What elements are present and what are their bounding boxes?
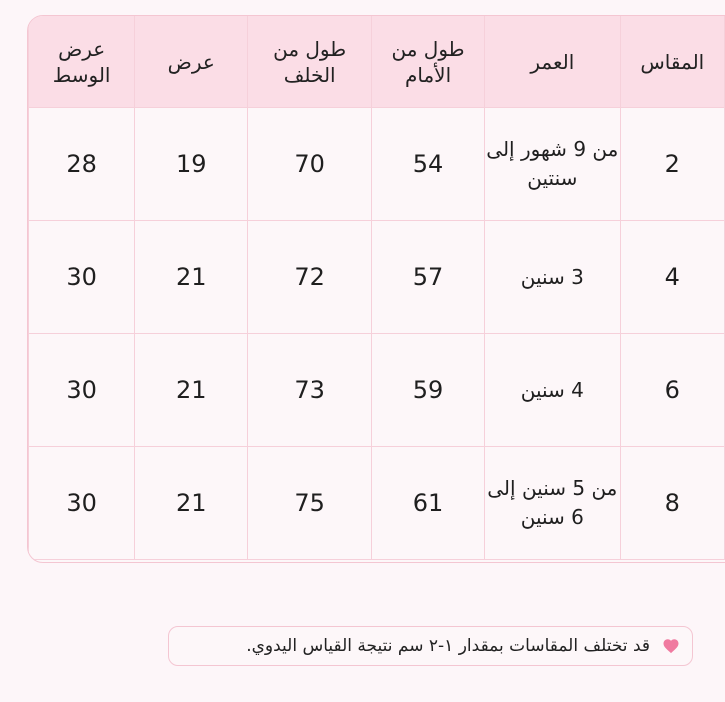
header-waist-width: عرض الوسط	[29, 16, 135, 108]
cell-size: 2	[620, 108, 724, 221]
cell-age: 3 سنين	[485, 221, 621, 334]
cell-front-length: 57	[372, 221, 485, 334]
cell-back-length: 73	[248, 334, 372, 447]
cell-back-length: 75	[248, 447, 372, 560]
cell-width: 19	[135, 108, 248, 221]
cell-front-length: 54	[372, 108, 485, 221]
cell-size: 4	[620, 221, 724, 334]
cell-front-length: 61	[372, 447, 485, 560]
table-row	[29, 334, 725, 447]
cell-width: 21	[135, 334, 248, 447]
header-front-length: طول من الأمام	[372, 16, 485, 108]
cell-waist-width: 30	[29, 447, 135, 560]
heart-icon	[662, 637, 680, 655]
table-row	[29, 221, 725, 334]
cell-width: 21	[135, 221, 248, 334]
header-size: المقاس	[620, 16, 724, 108]
measurement-note	[168, 626, 693, 666]
header-width: عرض	[135, 16, 248, 108]
cell-back-length: 72	[248, 221, 372, 334]
cell-size: 6	[620, 334, 724, 447]
table-header-row	[29, 16, 725, 108]
cell-front-length: 59	[372, 334, 485, 447]
cell-width: 21	[135, 447, 248, 560]
table-row	[29, 108, 725, 221]
cell-waist-width: 30	[29, 334, 135, 447]
cell-age: من 5 سنين إلى 6 سنين	[485, 447, 621, 560]
cell-age: 4 سنين	[485, 334, 621, 447]
header-back-length: طول من الخلف	[248, 16, 372, 108]
cell-waist-width: 30	[29, 221, 135, 334]
cell-waist-width: 28	[29, 108, 135, 221]
size-table-container	[27, 15, 725, 563]
size-table	[28, 15, 725, 560]
header-age: العمر	[485, 16, 621, 108]
table-row	[29, 447, 725, 560]
note-text: قد تختلف المقاسات بمقدار ١-٢ سم نتيجة القياس اليدوي.	[246, 636, 650, 656]
cell-size: 8	[620, 447, 724, 560]
cell-age: من 9 شهور إلى سنتين	[485, 108, 621, 221]
cell-back-length: 70	[248, 108, 372, 221]
